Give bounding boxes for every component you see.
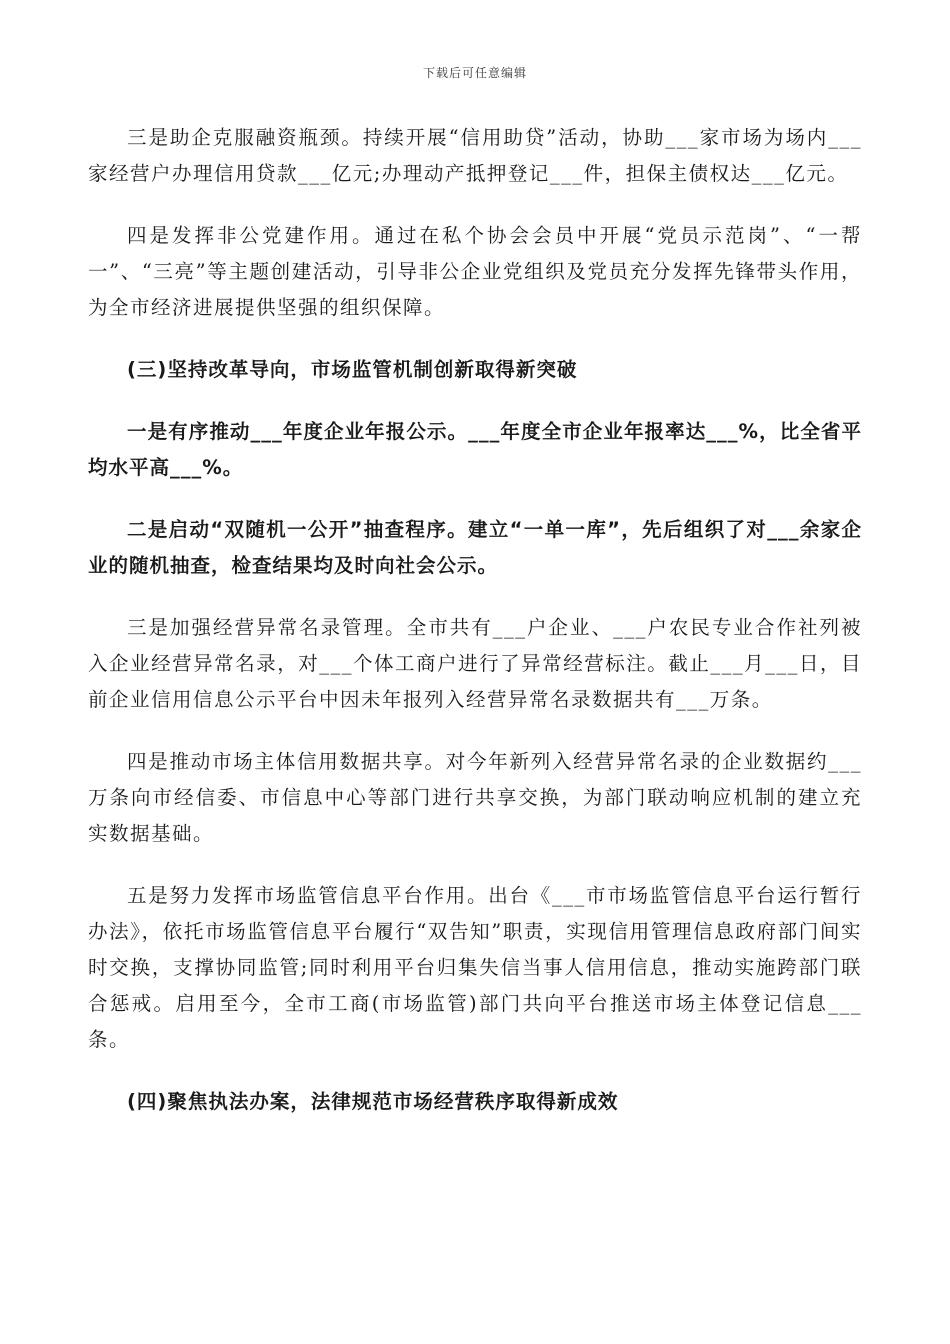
- paragraph-data-sharing: 四是推动市场主体信用数据共享。对今年新列入经营异常名录的企业数据约___万条向市经信委、市信息中心等部门进行共享交换，为部门联动响应机制的建立充实数据基础。: [88, 750, 862, 845]
- paragraph-info-platform: 五是努力发挥市场监管信息平台作用。出台《___市市场监管信息平台运行暂行办法》，依托市场监管信息平台履行“双告知”职责，实现信用管理信息政府部门间实时交换，支撑协同监管;同时利用平台归集失信当事人信用信息，推动实施跨部门联合惩戒。启用至今，全市工商(市场监管)部门共向平台推送市场主体登记信息___条。: [88, 884, 862, 1051]
- paragraph-random-inspection: 二是启动“双随机一公开”抽查程序。建立“一单一库”，先后组织了对___余家企业的随机抽查，检查结果均及时向社会公示。: [88, 518, 862, 577]
- section-heading-enforcement: (四)聚焦执法办案，法律规范市场经营秩序取得新成效: [127, 1090, 619, 1113]
- paragraph-financing: 三是助企克服融资瓶颈。持续开展“信用助贷”活动，协助___家市场为场内___家经营户办理信用贷款___亿元;办理动产抵押登记___件，担保主债权达___亿元。: [88, 126, 862, 185]
- section-heading-reform: (三)坚持改革导向，市场监管机制创新取得新突破: [127, 358, 578, 381]
- paragraph-abnormal-list: 三是加强经营异常名录管理。全市共有___户企业、___户农民专业合作社列被入企业经营异常名录，对___个体工商户进行了异常经营标注。截止___月___日，目前企业信用信息公示平台中因未年报列入经营异常名录数据共有___万条。: [88, 616, 862, 711]
- paragraph-annual-report: 一是有序推动___年度企业年报公示。___年度全市企业年报率达___%，比全省平均水平高___%。: [88, 420, 862, 479]
- paragraph-party-building: 四是发挥非公党建作用。通过在私个协会会员中开展“党员示范岗”、“一帮一”、“三亮”等主题创建活动，引导非公企业党组织及党员充分发挥先锋带头作用，为全市经济进展提供坚强的组织保障。: [88, 224, 862, 319]
- document-body: [88, 120, 862, 1146]
- page-header-note: 下载后可任意编辑: [422, 66, 527, 80]
